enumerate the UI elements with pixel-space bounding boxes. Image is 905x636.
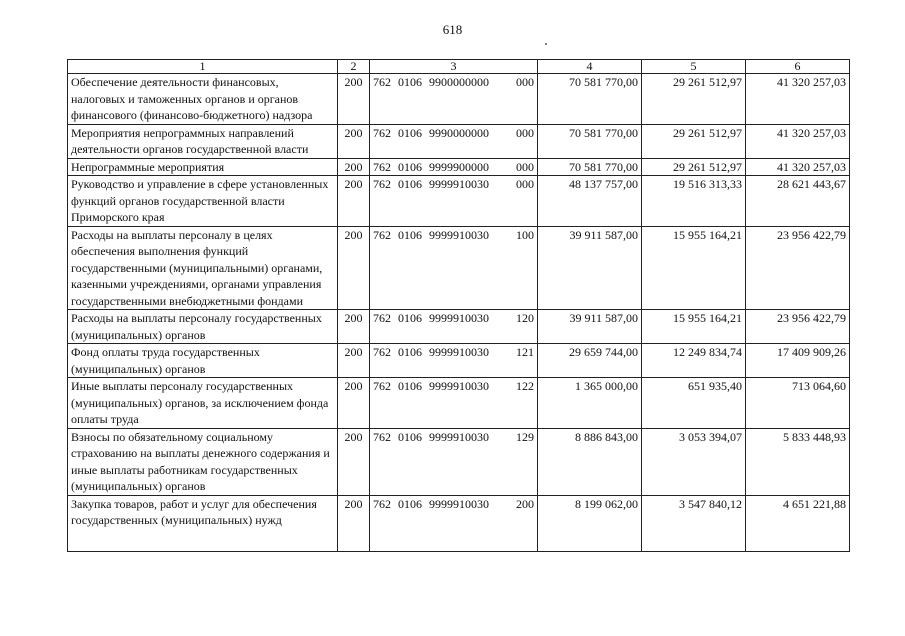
code-section: 0106 bbox=[398, 227, 422, 242]
code-section: 0106 bbox=[398, 345, 422, 359]
code-target: 9999910030 bbox=[429, 345, 489, 359]
row-value-5: 29 261 512,97 bbox=[642, 74, 746, 125]
row-name: Закупка товаров, работ и услуг для обеспечения государственных (муниципальных) нужд bbox=[68, 495, 338, 551]
scan-speck bbox=[545, 43, 547, 45]
table-row bbox=[68, 226, 850, 310]
row-value-4: 8 199 062,00 bbox=[538, 495, 642, 551]
code-section: 0106 bbox=[398, 379, 422, 393]
row-value-6: 41 320 257,03 bbox=[746, 74, 850, 125]
code-target: 9999900000 bbox=[429, 159, 489, 174]
row-value-4: 29 659 744,00 bbox=[538, 344, 642, 378]
code-target: 9999910030 bbox=[429, 379, 489, 393]
row-value-5: 3 547 840,12 bbox=[642, 495, 746, 551]
code-target: 9999910030 bbox=[429, 177, 489, 191]
code-type: 100 bbox=[516, 227, 534, 242]
code-ministry: 762 bbox=[373, 496, 391, 511]
page-number: 618 bbox=[442, 22, 463, 37]
column-header-4: 4 bbox=[538, 60, 642, 74]
row-name: Взносы по обязательному социальному страхованию на выплаты денежного содержания и иные выплаты работникам государственных (муниципальных) органов bbox=[68, 428, 338, 495]
column-header-5: 5 bbox=[642, 60, 746, 74]
code-ministry: 762 bbox=[373, 429, 391, 444]
column-header-2: 2 bbox=[338, 60, 370, 74]
code-section: 0106 bbox=[398, 429, 422, 444]
row-value-6: 23 956 422,79 bbox=[746, 310, 850, 344]
row-col2: 200 bbox=[338, 74, 370, 125]
row-value-5: 19 516 313,33 bbox=[642, 176, 746, 227]
code-target: 9999910030 bbox=[429, 496, 489, 511]
row-col2: 200 bbox=[338, 176, 370, 227]
code-type: 000 bbox=[516, 125, 534, 140]
code-target: 9999910030 bbox=[429, 311, 489, 325]
row-code bbox=[370, 158, 538, 176]
code-type: 000 bbox=[516, 159, 534, 174]
code-ministry: 762 bbox=[373, 379, 391, 393]
code-ministry: 762 bbox=[373, 311, 391, 325]
row-col2: 200 bbox=[338, 378, 370, 429]
row-value-5: 12 249 834,74 bbox=[642, 344, 746, 378]
row-code bbox=[370, 74, 538, 125]
row-col2: 200 bbox=[338, 344, 370, 378]
row-name: Обеспечение деятельности финансовых, налоговых и таможенных органов и органов финансового (финансово-бюджетного) надзора bbox=[68, 74, 338, 125]
table-row bbox=[68, 344, 850, 378]
row-name: Непрограммные мероприятия bbox=[68, 158, 338, 176]
row-value-4: 70 581 770,00 bbox=[538, 124, 642, 158]
code-type: 122 bbox=[516, 379, 534, 393]
table-row bbox=[68, 495, 850, 551]
column-header-3: 3 bbox=[370, 60, 538, 74]
row-value-4: 48 137 757,00 bbox=[538, 176, 642, 227]
row-code bbox=[370, 310, 538, 344]
code-section: 0106 bbox=[398, 177, 422, 191]
row-value-4: 70 581 770,00 bbox=[538, 74, 642, 125]
table-row bbox=[68, 428, 850, 495]
code-ministry: 762 bbox=[373, 177, 391, 191]
row-name: Расходы на выплаты персоналу государственных (муниципальных) органов bbox=[68, 310, 338, 344]
table-row bbox=[68, 310, 850, 344]
code-section: 0106 bbox=[398, 159, 422, 174]
row-name: Руководство и управление в сфере установленных функций органов государственной власти Приморского края bbox=[68, 176, 338, 227]
row-code bbox=[370, 495, 538, 551]
code-target: 9999910030 bbox=[429, 429, 489, 444]
row-col2: 200 bbox=[338, 226, 370, 310]
table-header-row bbox=[68, 60, 850, 74]
code-target: 9900000000 bbox=[429, 75, 489, 89]
row-name: Иные выплаты персоналу государственных (муниципальных) органов, за исключением фонда оплаты труда bbox=[68, 378, 338, 429]
row-col2: 200 bbox=[338, 428, 370, 495]
code-type: 000 bbox=[516, 75, 534, 89]
row-value-4: 8 886 843,00 bbox=[538, 428, 642, 495]
row-code bbox=[370, 124, 538, 158]
row-col2: 200 bbox=[338, 158, 370, 176]
row-value-6: 23 956 422,79 bbox=[746, 226, 850, 310]
column-header-1: 1 bbox=[68, 60, 338, 74]
row-value-5: 651 935,40 bbox=[642, 378, 746, 429]
row-name: Фонд оплаты труда государственных (муниципальных) органов bbox=[68, 344, 338, 378]
table-row bbox=[68, 124, 850, 158]
row-value-4: 1 365 000,00 bbox=[538, 378, 642, 429]
code-ministry: 762 bbox=[373, 125, 391, 140]
row-value-6: 17 409 909,26 bbox=[746, 344, 850, 378]
code-type: 200 bbox=[516, 496, 534, 511]
budget-table bbox=[67, 59, 850, 552]
code-ministry: 762 bbox=[373, 75, 391, 89]
row-name: Мероприятия непрограммных направлений деятельности органов государственной власти bbox=[68, 124, 338, 158]
row-col2: 200 bbox=[338, 124, 370, 158]
code-ministry: 762 bbox=[373, 345, 391, 359]
row-col2: 200 bbox=[338, 495, 370, 551]
table-row bbox=[68, 176, 850, 227]
code-type: 129 bbox=[516, 429, 534, 444]
row-code bbox=[370, 428, 538, 495]
row-value-5: 15 955 164,21 bbox=[642, 226, 746, 310]
row-value-6: 41 320 257,03 bbox=[746, 124, 850, 158]
row-value-6: 4 651 221,88 bbox=[746, 495, 850, 551]
row-col2: 200 bbox=[338, 310, 370, 344]
table-row bbox=[68, 378, 850, 429]
row-code bbox=[370, 226, 538, 310]
code-type: 121 bbox=[516, 345, 534, 359]
row-value-6: 713 064,60 bbox=[746, 378, 850, 429]
row-value-4: 39 911 587,00 bbox=[538, 310, 642, 344]
code-section: 0106 bbox=[398, 125, 422, 140]
row-value-5: 29 261 512,97 bbox=[642, 158, 746, 176]
row-name: Расходы на выплаты персоналу в целях обеспечения выполнения функций государственными (муниципальными) органами, казенными учреждениями, органами управления государственными внебюджетными фондами bbox=[68, 226, 338, 310]
column-header-6: 6 bbox=[746, 60, 850, 74]
row-value-4: 39 911 587,00 bbox=[538, 226, 642, 310]
row-value-5: 3 053 394,07 bbox=[642, 428, 746, 495]
code-section: 0106 bbox=[398, 75, 422, 89]
row-code bbox=[370, 378, 538, 429]
code-target: 9999910030 bbox=[429, 227, 489, 242]
row-value-6: 41 320 257,03 bbox=[746, 158, 850, 176]
row-code bbox=[370, 176, 538, 227]
row-value-6: 28 621 443,67 bbox=[746, 176, 850, 227]
row-value-5: 29 261 512,97 bbox=[642, 124, 746, 158]
table-row bbox=[68, 158, 850, 176]
table-row bbox=[68, 74, 850, 125]
row-value-6: 5 833 448,93 bbox=[746, 428, 850, 495]
row-code bbox=[370, 344, 538, 378]
code-type: 000 bbox=[516, 177, 534, 191]
code-type: 120 bbox=[516, 311, 534, 325]
code-section: 0106 bbox=[398, 496, 422, 511]
code-ministry: 762 bbox=[373, 159, 391, 174]
code-section: 0106 bbox=[398, 311, 422, 325]
code-target: 9990000000 bbox=[429, 125, 489, 140]
code-ministry: 762 bbox=[373, 227, 391, 242]
row-value-5: 15 955 164,21 bbox=[642, 310, 746, 344]
row-value-4: 70 581 770,00 bbox=[538, 158, 642, 176]
